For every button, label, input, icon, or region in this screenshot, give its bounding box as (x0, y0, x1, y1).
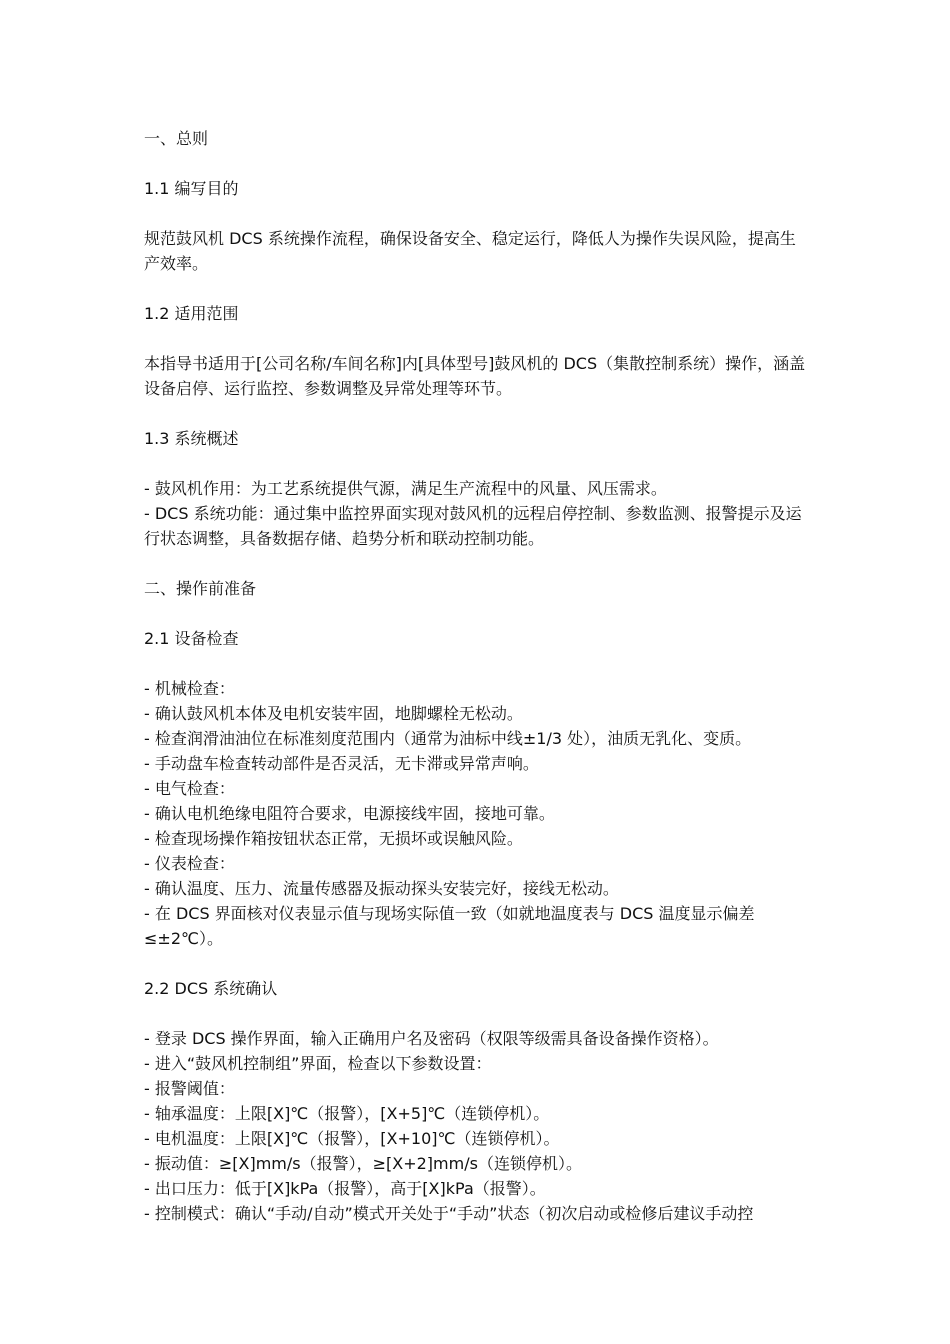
subheading-equipment-check: 2.1 设备检查 (144, 629, 239, 648)
overview-item-dcs-function: - DCS 系统功能：通过集中监控界面实现对鼓风机的远程启停控制、参数监测、报警提示及运行状态调整，具备数据存储、趋势分析和联动控制功能。 (144, 504, 802, 548)
list-item: - 确认电机绝缘电阻符合要求，电源接线牢固，接地可靠。 (144, 804, 555, 823)
document-body (144, 126, 810, 1226)
scope-paragraph: 本指导书适用于[公司名称/车间名称]内[具体型号]鼓风机的 DCS（集散控制系统）操作，涵盖设备启停、运行监控、参数调整及异常处理等环节。 (144, 354, 806, 398)
list-item: - 检查现场操作箱按钮状态正常，无损坏或误触风险。 (144, 829, 523, 848)
list-item: - 登录 DCS 操作界面，输入正确用户名及密码（权限等级需具备设备操作资格）。 (144, 1029, 719, 1048)
section-heading-preparation: 二、操作前准备 (144, 579, 257, 598)
subheading-scope: 1.2 适用范围 (144, 304, 239, 323)
list-item: - 报警阈值： (144, 1079, 235, 1098)
list-item: - 出口压力：低于[X]kPa（报警），高于[X]kPa（报警）。 (144, 1179, 546, 1198)
list-item: - 电气检查： (144, 779, 235, 798)
purpose-paragraph: 规范鼓风机 DCS 系统操作流程，确保设备安全、稳定运行，降低人为操作失误风险，提高生产效率。 (144, 229, 796, 273)
list-item: - 轴承温度：上限[X]℃（报警），[X+5]℃（连锁停机）。 (144, 1104, 550, 1123)
overview-item-blower-role: - 鼓风机作用：为工艺系统提供气源，满足生产流程中的风量、风压需求。 (144, 479, 667, 498)
list-item: - 仪表检查： (144, 854, 235, 873)
subheading-dcs-confirm: 2.2 DCS 系统确认 (144, 979, 278, 998)
list-item: - 检查润滑油油位在标准刻度范围内（通常为油标中线±1/3 处），油质无乳化、变质。 (144, 729, 752, 748)
section-heading-general: 一、总则 (144, 129, 209, 148)
list-item: - 在 DCS 界面核对仪表显示值与现场实际值一致（如就地温度表与 DCS 温度显示偏差≤±2℃）。 (144, 904, 755, 948)
list-item: - 确认温度、压力、流量传感器及振动探头安装完好，接线无松动。 (144, 879, 619, 898)
list-item: - 进入“鼓风机控制组”界面，检查以下参数设置： (144, 1054, 492, 1073)
list-item: - 确认鼓风机本体及电机安装牢固，地脚螺栓无松动。 (144, 704, 523, 723)
list-item: - 电机温度：上限[X]℃（报警），[X+10]℃（连锁停机）。 (144, 1129, 560, 1148)
list-item: - 控制模式：确认“手动/自动”模式开关处于“手动”状态（初次启动或检修后建议手动控 (144, 1204, 754, 1223)
subheading-purpose: 1.1 编写目的 (144, 179, 239, 198)
list-item: - 手动盘车检查转动部件是否灵活，无卡滞或异常声响。 (144, 754, 539, 773)
list-item: - 振动值：≥[X]mm/s（报警），≥[X+2]mm/s（连锁停机）。 (144, 1154, 582, 1173)
list-item: - 机械检查： (144, 679, 235, 698)
subheading-overview: 1.3 系统概述 (144, 429, 239, 448)
